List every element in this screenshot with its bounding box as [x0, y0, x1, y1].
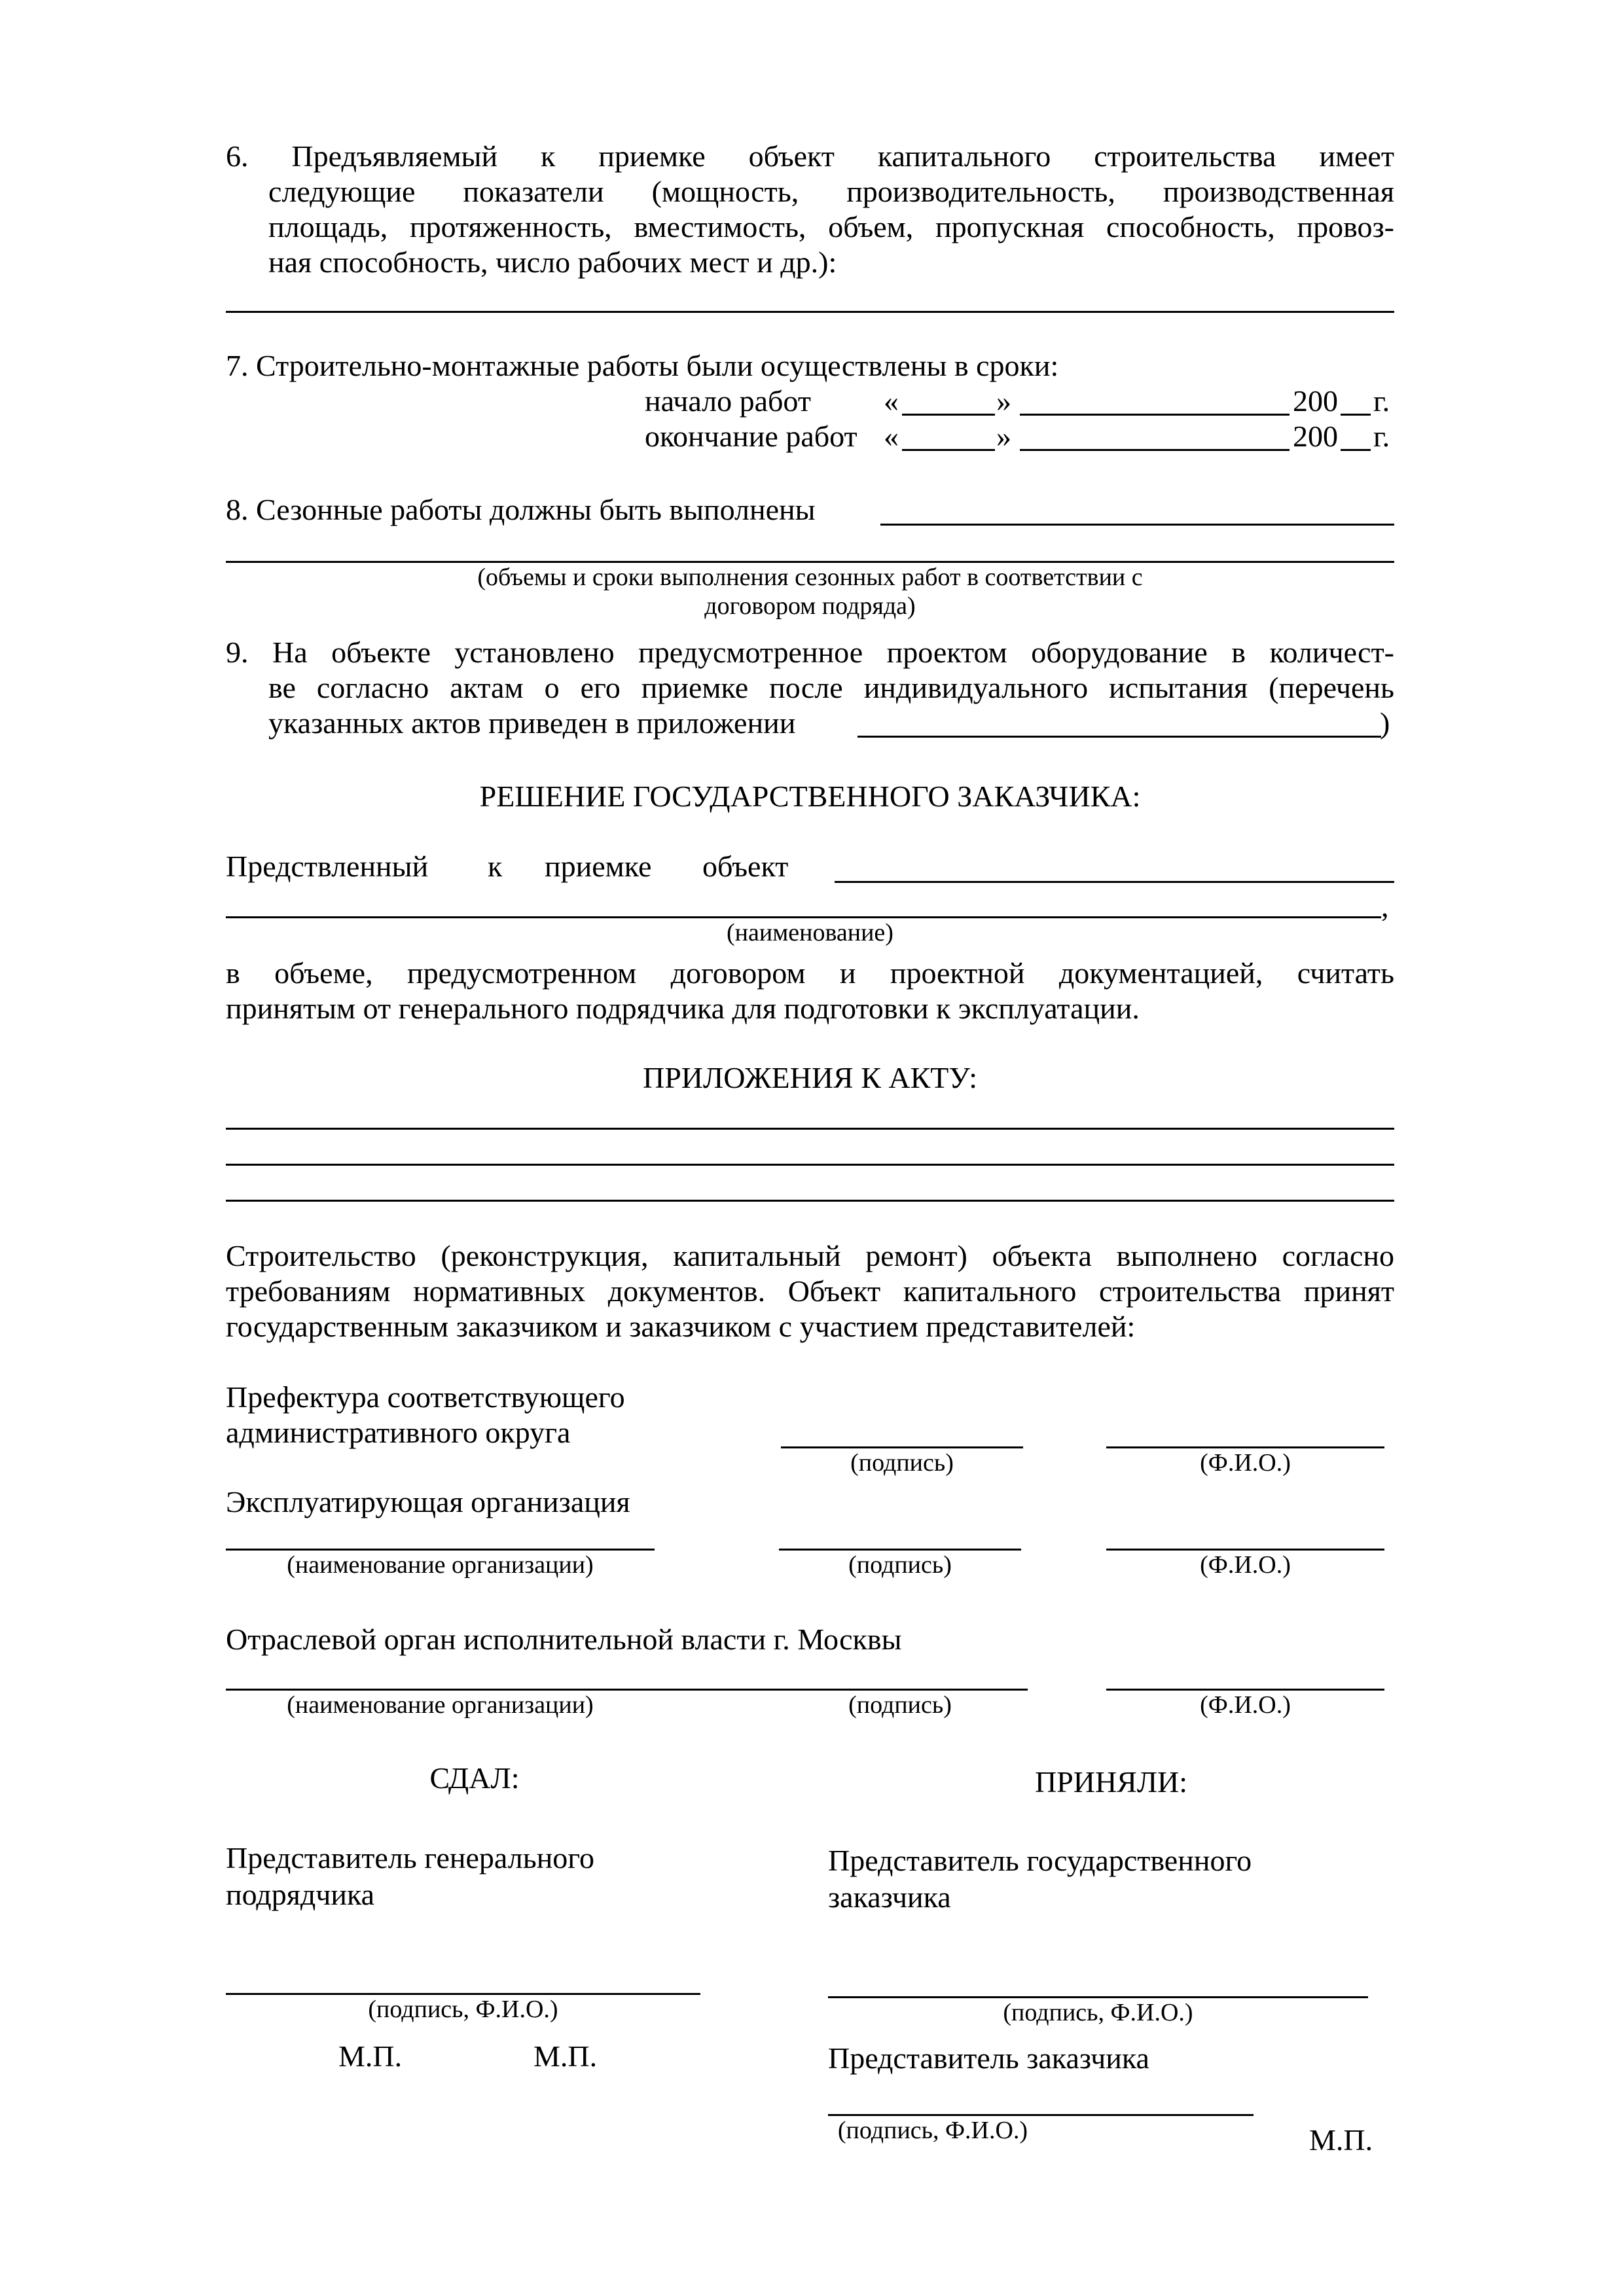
decision-word-1: Предствленный — [226, 850, 429, 883]
appendix-line-2[interactable] — [226, 1164, 1394, 1166]
decision-word-4: объект — [702, 850, 789, 883]
decision-heading: РЕШЕНИЕ ГОСУДАРСТВЕННОГО ЗАКАЗЧИКА: — [479, 780, 1141, 813]
item6-line2: следующие показатели (мощность, производительность, производственная — [268, 175, 1394, 208]
operating-org-fio-caption: (Ф.И.О.) — [1200, 1551, 1291, 1579]
prefecture-signature-caption: (подпись) — [850, 1449, 954, 1477]
appendix-heading: ПРИЛОЖЕНИЯ К АКТУ: — [642, 1061, 977, 1094]
item7-start-month-field[interactable] — [1020, 414, 1290, 416]
item6-line3: площадь, протяженность, вместимость, объем, пропускная способность, провоз- — [268, 210, 1394, 243]
item9-close-paren: ) — [1380, 706, 1390, 740]
operating-org-signature-caption: (подпись) — [848, 1551, 952, 1579]
decision-word-2: к — [488, 850, 503, 883]
decision-object-field[interactable] — [835, 881, 1394, 883]
seal-left-2: М.П. — [533, 2039, 598, 2073]
item7-end-month-field[interactable] — [1020, 449, 1290, 451]
handed-heading: СДАЛ: — [429, 1761, 520, 1795]
general-contractor-sign-caption: (подпись, Ф.И.О.) — [368, 1996, 558, 2023]
construction-line2: требованиям нормативных документов. Объект капитального строительства принят — [226, 1274, 1394, 1308]
decision-line2: принятым от генерального подрядчика для подготовки к эксплуатации. — [226, 992, 1140, 1025]
item7-start-year: 200 — [1293, 384, 1338, 418]
construction-line1: Строительство (реконструкция, капитальный ремонт) объекта выполнено согласно — [226, 1239, 1394, 1272]
item7-end-year-suffix: г. — [1373, 420, 1390, 453]
decision-name-caption: (наименование) — [727, 919, 893, 946]
operating-org-label: Эксплуатирующая организация — [226, 1485, 630, 1518]
appendix-line-3[interactable] — [226, 1200, 1394, 1202]
item8-title: 8. Сезонные работы должны быть выполнены — [226, 493, 816, 526]
item6-line1: 6. Предъявляемый к приемке объект капитального строительства имеет — [226, 139, 1394, 173]
sector-body-fio-caption: (Ф.И.О.) — [1200, 1691, 1291, 1719]
item7-start-label: начало работ — [645, 384, 811, 418]
item7-end-year: 200 — [1293, 420, 1338, 453]
prefecture-line2: административного округа — [226, 1416, 571, 1449]
state-customer-sign-caption: (подпись, Ф.И.О.) — [1003, 1999, 1193, 2026]
construction-line3: государственным заказчиком и заказчиком с участием представителей: — [226, 1310, 1136, 1343]
item7-end-close-quote: » — [996, 420, 1011, 453]
appendix-line-1[interactable] — [226, 1128, 1394, 1130]
item7-end-label: окончание работ — [645, 420, 857, 453]
customer-rep-sign-caption: (подпись, Ф.И.О.) — [837, 2117, 1028, 2144]
state-customer-line2: заказчика — [828, 1880, 951, 1914]
item6-answer-line[interactable] — [226, 311, 1394, 313]
item7-start-day-field[interactable] — [902, 414, 995, 416]
item9-line1: 9. На объекте установлено предусмотренное проектом оборудование в количест- — [226, 636, 1394, 669]
item7-start-year-field[interactable] — [1341, 414, 1371, 416]
sector-body-signature-caption: (подпись) — [848, 1691, 952, 1719]
seal-left-1: М.П. — [338, 2039, 403, 2073]
item8-caption-2: договором подряда) — [704, 592, 916, 620]
item6-line4: ная способность, число рабочих мест и др.): — [268, 245, 837, 279]
item9-appendix-field[interactable] — [857, 736, 1381, 738]
decision-comma: , — [1381, 889, 1389, 923]
item7-start-close-quote: » — [996, 384, 1011, 418]
state-customer-line1: Представитель государственного — [828, 1844, 1252, 1877]
decision-word-3: приемке — [545, 850, 652, 883]
item7-end-year-field[interactable] — [1341, 449, 1371, 451]
general-contractor-line1: Представитель генерального — [226, 1841, 595, 1874]
item7-start-year-suffix: г. — [1373, 384, 1390, 418]
item7-end-day-field[interactable] — [902, 449, 995, 451]
general-contractor-line2: подрядчика — [226, 1878, 375, 1911]
item9-line3: указанных актов приведен в приложении — [268, 706, 796, 740]
item7-start-open-quote: « — [884, 384, 899, 418]
sector-body-name-caption: (наименование организации) — [287, 1691, 594, 1719]
prefecture-fio-caption: (Ф.И.О.) — [1200, 1449, 1291, 1477]
decision-line1: в объеме, предусмотренном договором и проектной документацией, считать — [226, 956, 1394, 990]
operating-org-name-caption: (наименование организации) — [287, 1551, 594, 1579]
item8-answer-line[interactable] — [880, 524, 1394, 526]
accepted-heading: ПРИНЯЛИ: — [1034, 1765, 1188, 1799]
item7-title: 7. Строительно-монтажные работы были осуществлены в сроки: — [226, 349, 1059, 382]
item7-end-open-quote: « — [884, 420, 899, 453]
item9-line2: ве согласно актам о его приемке после индивидуального испытания (перечень — [268, 671, 1394, 704]
sector-body-label: Отраслевой орган исполнительной власти г. Москвы — [226, 1623, 902, 1656]
customer-rep-label: Представитель заказчика — [828, 2041, 1149, 2075]
prefecture-line1: Префектура соответствующего — [226, 1380, 625, 1414]
seal-right: М.П. — [1309, 2123, 1373, 2157]
item8-caption-1: (объемы и сроки выполнения сезонных работ в соответствии с — [477, 564, 1143, 591]
